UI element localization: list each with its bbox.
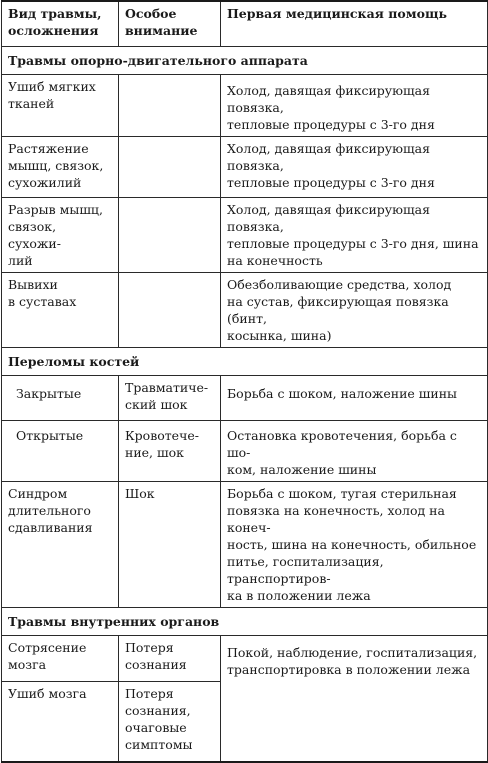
injury-type-cell: Разрыв мышц, связок, сухожи- лий — [2, 198, 119, 273]
table-row — [2, 273, 488, 348]
first-aid-cell: Холод, давящая фиксирующая повязка, тепловые процедуры с 3-го дня — [221, 137, 488, 198]
header-injury-type: Вид травмы, осложнения — [2, 1, 119, 47]
table-row — [2, 376, 488, 421]
first-aid-cell: Остановка кровотечения, борьба с шо- ком, наложение шины — [221, 421, 488, 482]
first-aid-cell: Обезболивающие средства, холод на сустав, фиксирующая повязка (бинт, косынка, шина) — [221, 273, 488, 348]
attention-cell — [119, 75, 221, 137]
section-row — [2, 47, 488, 75]
injury-type-cell: Ушиб мягких тканей — [2, 75, 119, 137]
first-aid-table — [1, 0, 488, 763]
first-aid-cell: Борьба с шоком, наложение шины — [221, 376, 488, 421]
first-aid-cell: Холод, давящая фиксирующая повязка, тепловые процедуры с 3-го дня, шина на конечность — [221, 198, 488, 273]
first-aid-table-container — [1, 0, 487, 763]
section-title: Травмы опорно-двигательного аппарата — [2, 47, 488, 75]
header-row — [2, 1, 488, 47]
attention-cell: Потеря сознания, очаговые симптомы — [119, 682, 221, 762]
attention-cell — [119, 137, 221, 198]
attention-cell — [119, 198, 221, 273]
table-row — [2, 75, 488, 137]
header-first-aid: Первая медицинская помощь — [221, 1, 488, 47]
first-aid-cell: Борьба с шоком, тугая стерильная повязка на конечность, холод на конеч- ность, шина на конечность, обильное питье, госпитализация, транспортиров- ка в положении лежа — [221, 482, 488, 608]
attention-cell — [119, 273, 221, 348]
injury-type-cell: Ушиб мозга — [2, 682, 119, 762]
injury-type-cell: Закрытые — [2, 376, 119, 421]
section-row — [2, 348, 488, 376]
injury-type-cell: Сотрясение мозга — [2, 636, 119, 682]
first-aid-cell: Холод, давящая фиксирующая повязка, тепловые процедуры с 3-го дня — [221, 75, 488, 137]
table-row — [2, 421, 488, 482]
attention-cell: Травматиче- ский шок — [119, 376, 221, 421]
table-row — [2, 636, 488, 682]
attention-cell: Кровотече- ние, шок — [119, 421, 221, 482]
section-row — [2, 608, 488, 636]
attention-cell: Шок — [119, 482, 221, 608]
header-special-attention: Особое внимание — [119, 1, 221, 47]
injury-type-cell: Растяжение мышц, связок, сухожилий — [2, 137, 119, 198]
table-row — [2, 482, 488, 608]
injury-type-cell: Вывихи в суставах — [2, 273, 119, 348]
section-title: Травмы внутренних органов — [2, 608, 488, 636]
first-aid-cell: Покой, наблюдение, госпитализация, транспортировка в положении лежа — [221, 636, 488, 762]
attention-cell: Потеря сознания — [119, 636, 221, 682]
section-title: Переломы костей — [2, 348, 488, 376]
table-row — [2, 137, 488, 198]
injury-type-cell: Открытые — [2, 421, 119, 482]
table-row — [2, 198, 488, 273]
injury-type-cell: Синдром длительного сдавливания — [2, 482, 119, 608]
